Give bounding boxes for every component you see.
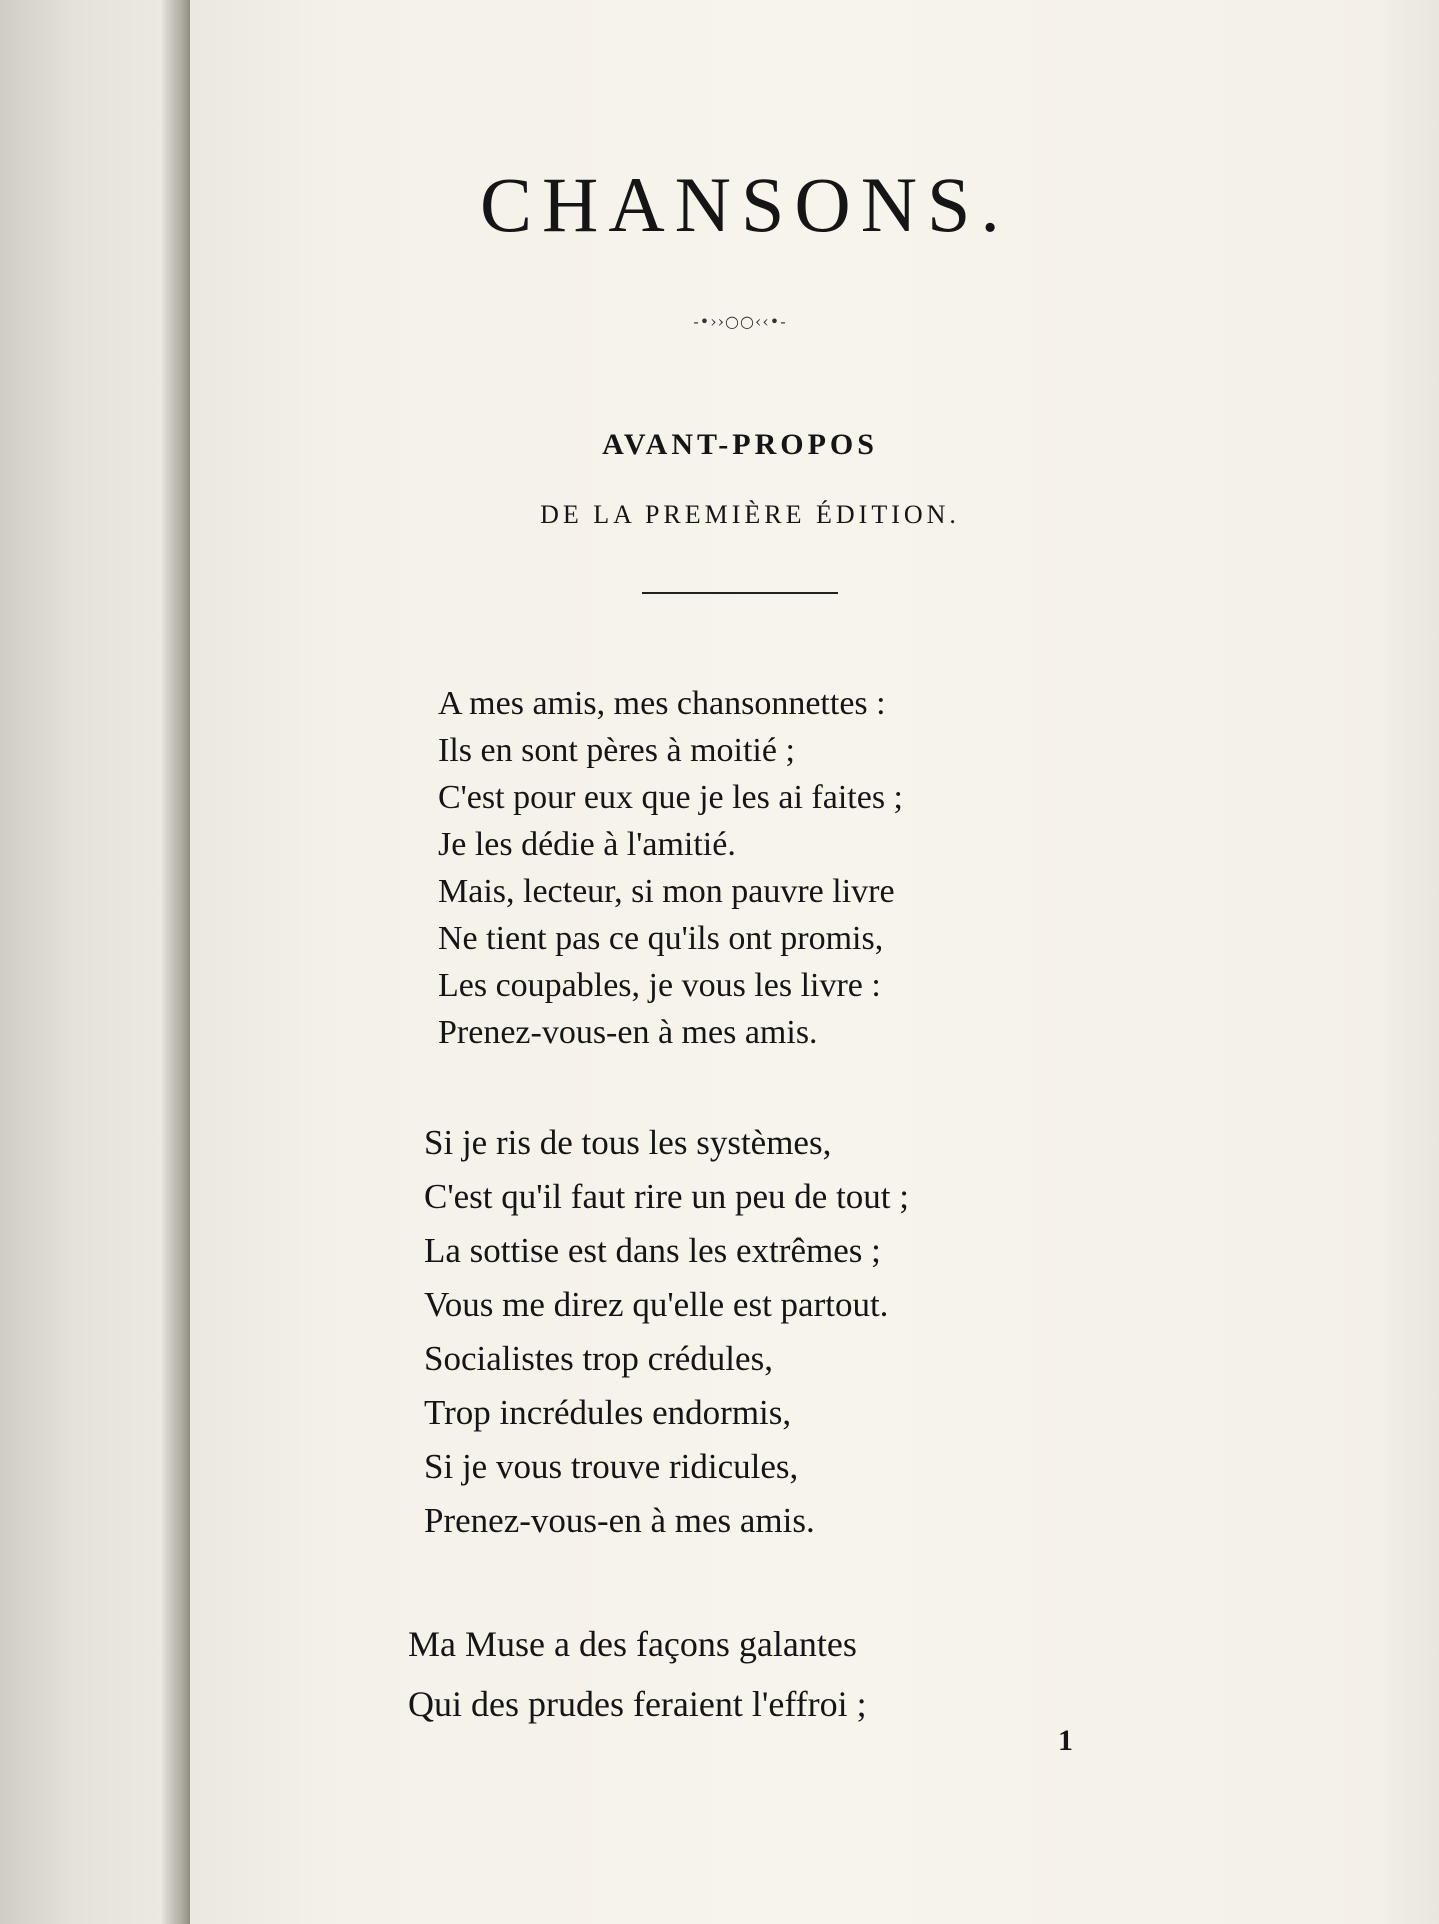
verse-line: Si je ris de tous les systèmes,	[424, 1123, 832, 1162]
verse-line: Je les dédie à l'amitié.	[438, 826, 736, 863]
verse-line: C'est pour eux que je les ai faites ;	[438, 779, 903, 816]
verse-line: Mais, lecteur, si mon pauvre livre	[438, 873, 895, 910]
verse-line: Prenez-vous-en à mes amis.	[438, 1014, 818, 1051]
verse-line: Si je vous trouve ridicules,	[424, 1447, 799, 1486]
section-subheading: DE LA PREMIÈRE ÉDITION.	[540, 500, 960, 529]
verse-line: Vous me direz qu'elle est partout.	[424, 1285, 889, 1324]
verse-line: Ils en sont pères à moitié ;	[438, 732, 795, 769]
divider-rule	[642, 592, 838, 594]
stanza-3	[408, 1614, 867, 1734]
verse-line: Les coupables, je vous les livre :	[438, 967, 881, 1004]
page-number: 1	[1058, 1724, 1073, 1757]
verse-line: C'est qu'il faut rire un peu de tout ;	[424, 1177, 910, 1216]
stanza-2	[424, 1116, 909, 1548]
section-heading: AVANT-PROPOS	[602, 428, 878, 461]
verse-line: Ma Muse a des façons galantes	[408, 1624, 857, 1664]
verse-line: Qui des prudes feraient l'effroi ;	[408, 1684, 867, 1724]
stanza-1	[438, 680, 903, 1056]
verse-line: Ne tient pas ce qu'ils ont promis,	[438, 920, 884, 957]
verse-line: Trop incrédules endormis,	[424, 1393, 792, 1432]
verse-line: Socialistes trop crédules,	[424, 1339, 773, 1378]
verse-line: La sottise est dans les extrêmes ;	[424, 1231, 881, 1270]
verse-line: A mes amis, mes chansonnettes :	[438, 685, 886, 722]
title-ornament: -•››○○‹‹•-	[693, 312, 787, 331]
page-title: CHANSONS.	[480, 161, 1010, 248]
verse-line: Prenez-vous-en à mes amis.	[424, 1501, 815, 1540]
